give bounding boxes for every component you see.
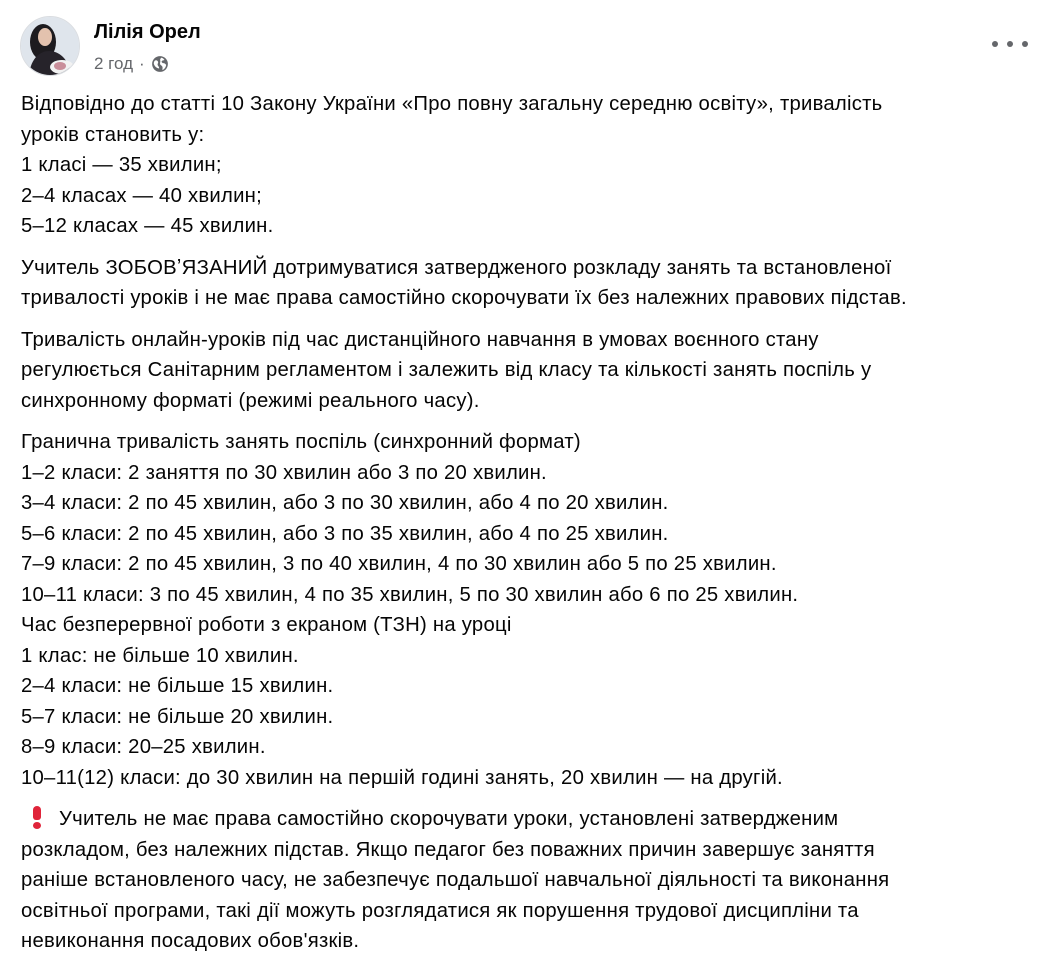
meta-separator: · <box>139 54 145 73</box>
text-line: Відповідно до статті 10 Закону України «Про повну загальну середню освіту», тривалість <box>21 93 883 115</box>
paragraph-warning <box>21 804 1031 957</box>
text-line: Час безперервної роботи з екраном (ТЗН) на уроці <box>21 614 512 636</box>
red-exclamation-icon <box>29 806 45 828</box>
text-line: 10–11 класи: 3 по 45 хвилин, 4 по 35 хвилин, 5 по 30 хвилин або 6 по 25 хвилин. <box>21 583 799 606</box>
paragraph-teacher-obligation <box>21 253 1031 314</box>
avatar-photo-icon <box>21 17 79 75</box>
author-avatar[interactable] <box>20 16 80 76</box>
more-dot <box>1022 41 1028 47</box>
text-line: розкладом, без належних підстав. Якщо педагог без поважних причин завершує заняття <box>21 838 875 861</box>
text-line: 5–7 класи: не більше 20 хвилин. <box>21 705 334 728</box>
text-line: синхронному форматі (режимі реального часу). <box>21 389 480 412</box>
text-line: Учитель ЗОБОВʼЯЗАНИЙ дотримуватися затвердженого розкладу занять та встановленої <box>21 256 892 279</box>
text-line: раніше встановленого часу, не забезпечує подальшої навчальної діяльності та виконання <box>21 869 890 891</box>
text-line: тривалості уроків і не має права самостійно скорочувати їх без належних правових підстав. <box>21 287 907 309</box>
text-line: 5–6 класи: 2 по 45 хвилин, або 3 по 35 хвилин, або 4 по 25 хвилин. <box>21 522 669 545</box>
text-line: 2–4 класи: не більше 15 хвилин. <box>21 675 334 697</box>
text-line: невиконання посадових обов'язків. <box>21 930 360 952</box>
text-line: 8–9 класи: 20–25 хвилин. <box>21 736 266 758</box>
text-line: Учитель не має права самостійно скорочувати уроки, установлені затвердженим <box>59 808 839 830</box>
post-body <box>21 89 1031 968</box>
post-time[interactable]: 2 год <box>94 54 134 73</box>
globe-icon[interactable] <box>151 55 169 73</box>
paragraph-online-lessons <box>21 325 1031 417</box>
text-line: Гранична тривалість занять поспіль (синхронний формат) <box>21 431 581 453</box>
text-line: Тривалість онлайн-уроків під час дистанційного навчання в умовах воєнного стану <box>21 328 819 351</box>
text-line: 1–2 класи: 2 заняття по 30 хвилин або 3 по 20 хвилин. <box>21 461 547 484</box>
text-line: 10–11(12) класи: до 30 хвилин на першій годині занять, 20 хвилин — на другій. <box>21 766 783 789</box>
paragraph-limits <box>21 427 1031 793</box>
author-name[interactable]: Лілія Орел <box>94 21 201 43</box>
more-options-icon[interactable] <box>992 32 1028 56</box>
more-dot <box>1007 41 1013 47</box>
text-line: регулюється Санітарним регламентом і залежить від класу та кількості занять поспіль у <box>21 359 872 381</box>
text-line: 1 клас: не більше 10 хвилин. <box>21 644 299 667</box>
text-line: 5–12 класах — 45 хвилин. <box>21 215 274 237</box>
post-meta <box>94 54 169 74</box>
text-line: уроків становить у: <box>21 123 205 146</box>
paragraph-lesson-duration <box>21 89 1031 242</box>
more-dot <box>992 41 998 47</box>
warning-first-line <box>21 804 1031 835</box>
text-line: 3–4 класи: 2 по 45 хвилин, або 3 по 30 хвилин, або 4 по 20 хвилин. <box>21 492 669 514</box>
text-line: освітньої програми, такі дії можуть розглядатися як порушення трудової дисципліни та <box>21 899 859 922</box>
text-line: 1 класі — 35 хвилин; <box>21 154 222 176</box>
text-line: 2–4 класах — 40 хвилин; <box>21 184 262 207</box>
text-line: 7–9 класи: 2 по 45 хвилин, 3 по 40 хвилин, 4 по 30 хвилин або 5 по 25 хвилин. <box>21 553 777 575</box>
post-header <box>20 16 1028 78</box>
